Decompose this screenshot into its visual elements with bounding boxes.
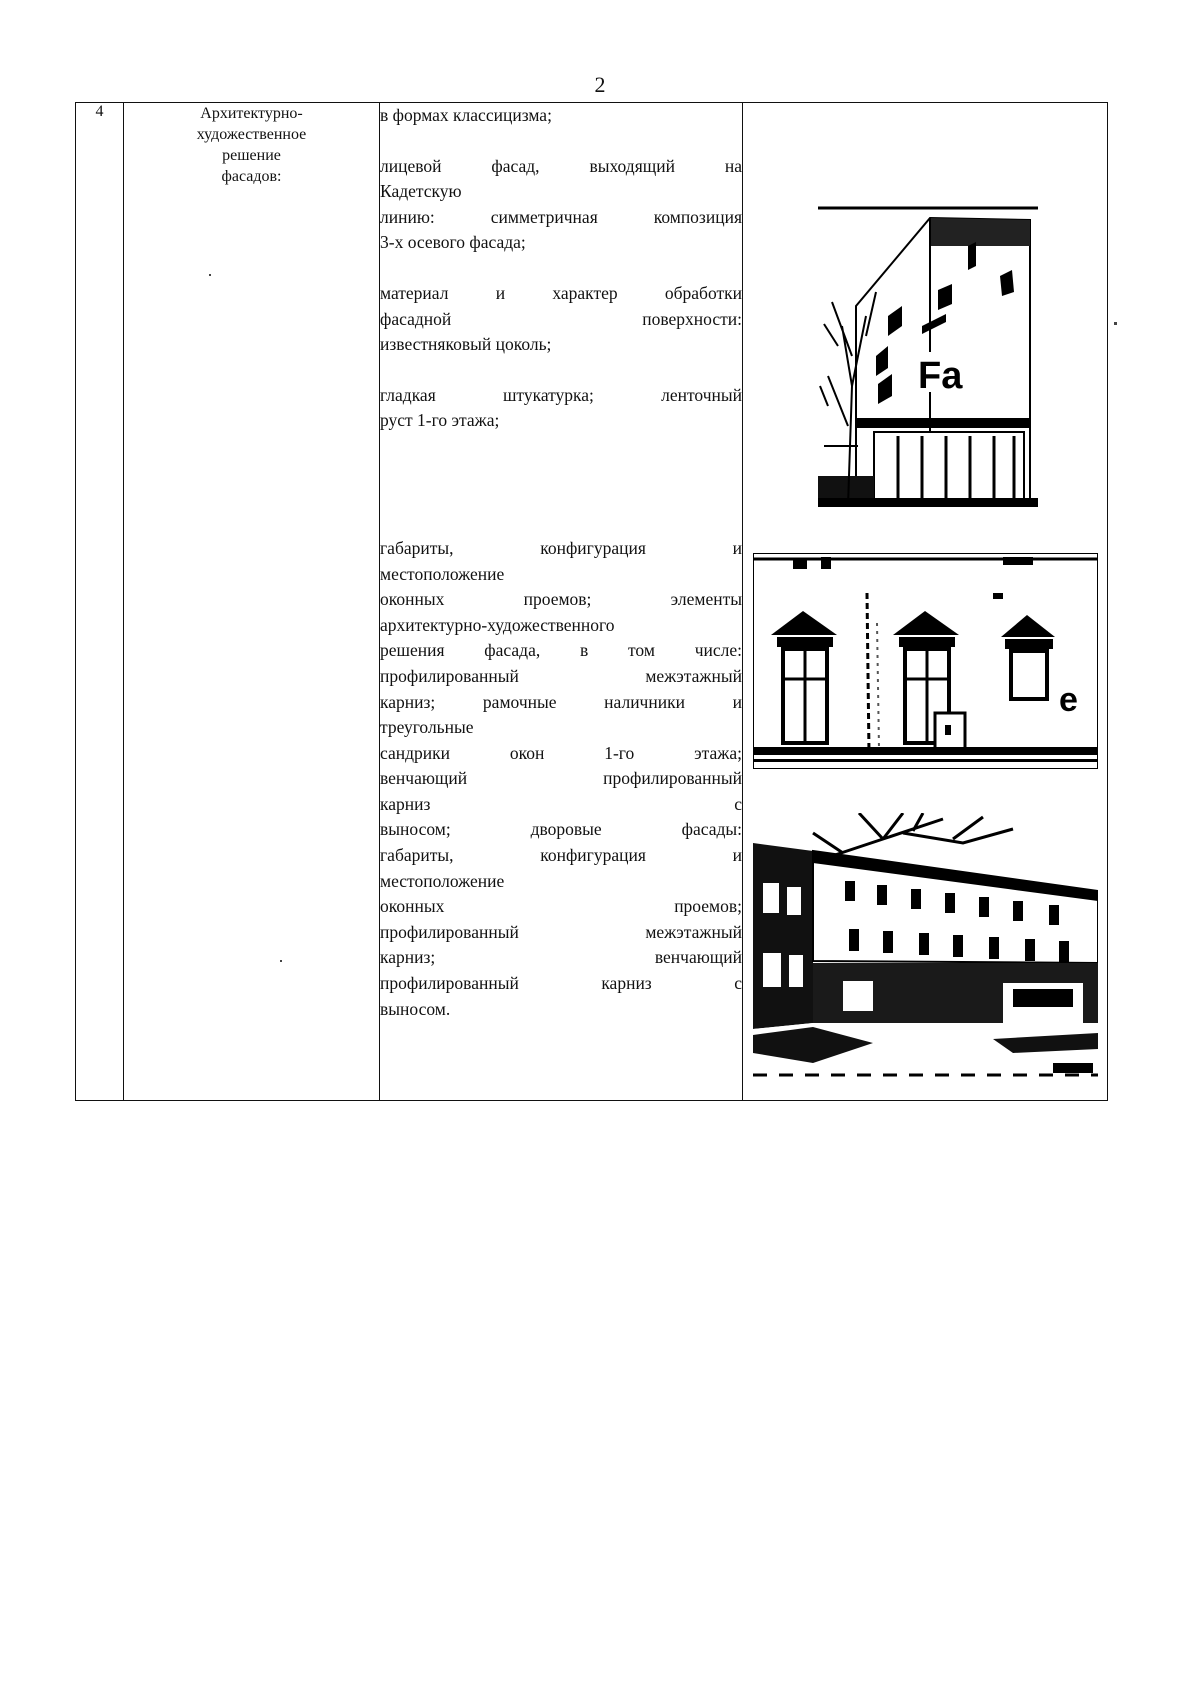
description-line: известняковый цоколь; xyxy=(380,334,552,355)
description-line: габариты, конфигурация и xyxy=(380,537,742,558)
description-line: лицевой фасад, выходящий на xyxy=(380,155,742,176)
description-line: венчающий профилированный xyxy=(380,768,742,789)
row-name-line: Архитектурно- xyxy=(200,105,303,122)
description-line: архитектурно-художественного xyxy=(380,614,615,635)
wall-sign-text: е xyxy=(1059,681,1078,719)
description-line: оконных проемов; xyxy=(380,896,742,917)
description-line: треугольные xyxy=(380,717,474,738)
courtyard-facade-photo xyxy=(753,813,1098,1083)
scan-speck xyxy=(209,274,211,276)
description-line: решения фасада, в том числе: xyxy=(380,640,742,661)
row-name-line: художественное xyxy=(196,126,307,143)
heritage-table xyxy=(75,102,1108,1101)
row-description xyxy=(380,103,743,1101)
description-line: выносом; дворовые фасады: xyxy=(380,819,742,840)
description-line: профилированный межэтажный xyxy=(380,921,742,942)
scan-speck xyxy=(280,960,282,962)
description-line: 3-х осевого фасада; xyxy=(380,232,526,253)
description-line: оконных проемов; элементы xyxy=(380,589,742,610)
window-pediments-photo xyxy=(753,553,1098,769)
description-line: профилированный карниз с xyxy=(380,973,742,994)
description-line: выносом. xyxy=(380,998,451,1019)
shop-sign-text: Fa xyxy=(918,355,963,397)
row-name-line: фасадов: xyxy=(221,168,282,185)
description-line: гладкая штукатурка; ленточный xyxy=(380,384,742,405)
description-line: сандрики окон 1-го этажа; xyxy=(380,742,742,763)
description-line: местоположение xyxy=(380,563,505,584)
row-index: 4 xyxy=(76,103,124,1101)
description-line: материал и характер обработки xyxy=(380,282,742,303)
table-row xyxy=(76,103,1108,1101)
description-line: профилированный межэтажный xyxy=(380,665,742,686)
description-line: руст 1-го этажа; xyxy=(380,410,500,431)
description-line: местоположение xyxy=(380,870,505,891)
page-number: 2 xyxy=(594,72,606,97)
description-line: карниз с xyxy=(380,793,742,814)
row-name xyxy=(124,103,380,1101)
scan-speck xyxy=(1114,322,1117,325)
facade-corner-photo xyxy=(818,206,1038,507)
description-line: линию: симметричная композиция xyxy=(380,206,742,227)
row-photos xyxy=(743,103,1108,1101)
description-line: габариты, конфигурация и xyxy=(380,845,742,866)
description-line: в формах классицизма; xyxy=(380,105,552,125)
description-line: Кадетскую xyxy=(380,181,462,202)
description-line: карниз; рамочные наличники и xyxy=(380,691,742,712)
description-line: фасадной поверхности: xyxy=(380,308,742,329)
row-name-line: решение xyxy=(222,147,281,164)
description-line: карниз; венчающий xyxy=(380,947,742,968)
